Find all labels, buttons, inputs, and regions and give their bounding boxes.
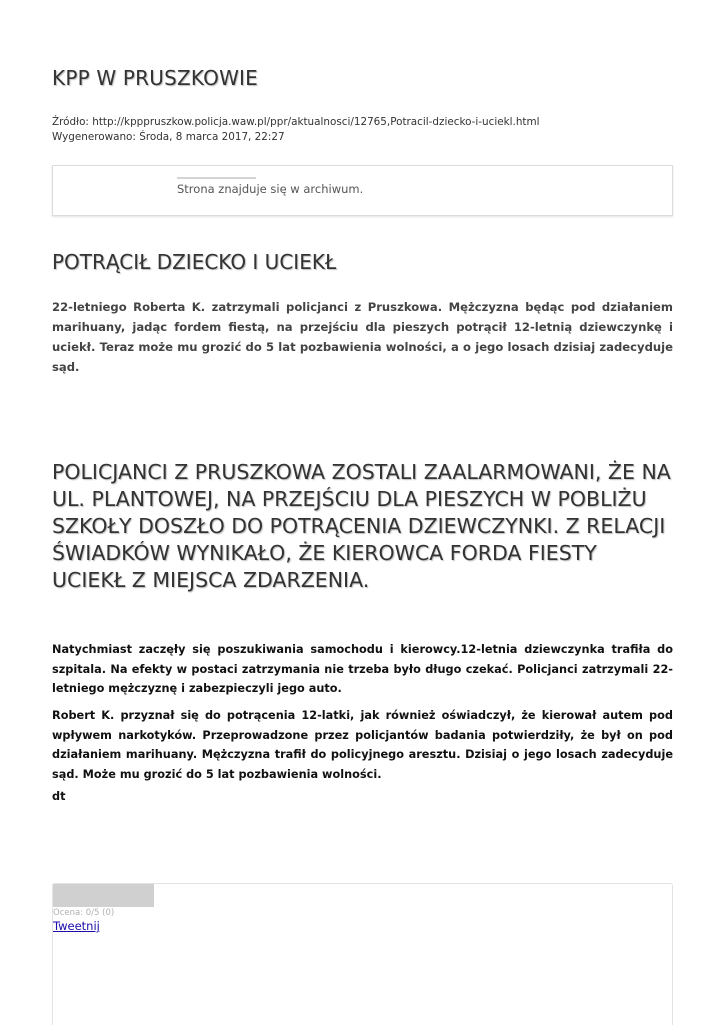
article-paragraph: Natychmiast zaczęły się poszukiwania samochodu i kierowcy.12-letnia dziewczynka trafiła do szpitala. Na efekty w postaci zatrzymania nie trzeba było długo czekać. Policjanci zatrzymali 22-letniego mężczyznę i zabezpieczyli jego auto. (52, 643, 673, 695)
archive-notice-box (52, 165, 673, 216)
site-title: KPP W PRUSZKOWIE (52, 66, 258, 90)
rating-box (52, 883, 673, 1025)
source-url-line: Źródło: http://kpppruszkow.policja.waw.pl/ppr/aktualnosci/12765,Potracil-dziecko-i-uciekl.html (52, 116, 540, 128)
article-lead: 22-letniego Roberta K. zatrzymali policjanci z Pruszkowa. Mężczyzna będąc pod działaniem marihuany, jadąc fordem fiestą, na przejściu dla pieszych potrącił 12-letnią dziewczynkę i uciekł. Teraz może mu grozić do 5 lat pozbawienia wolności, a o jego losach dzisiaj zadecyduje sąd. (52, 300, 673, 374)
article-title: POTRĄCIŁ DZIECKO I UCIEKŁ (52, 250, 337, 274)
tweet-link[interactable]: Tweetnij (53, 919, 100, 933)
author-signature: dt (52, 790, 66, 803)
archive-notice-divider (177, 177, 256, 179)
article-paragraph: Robert K. przyznał się do potrącenia 12-latki, jak również oświadczył, że kierował autem pod wpływem narkotyków. Przeprowadzone przez policjantów badania potwierdziły, że był on pod działaniem marihuany. Mężczyzna trafił do policyjnego aresztu. Dzisiaj o jego losach zadecyduje sąd. Może mu grozić do 5 lat pozbawienia wolności. (52, 709, 673, 781)
archive-notice-text: Strona znajduje się w archiwum. (177, 182, 364, 196)
generated-date-line: Wygenerowano: Środa, 8 marca 2017, 22:27 (52, 131, 285, 143)
rating-stars-placeholder[interactable] (53, 884, 154, 907)
article-subheading: POLICJANCI Z PRUSZKOWA ZOSTALI ZAALARMOWANI, ŻE NA UL. PLANTOWEJ, NA PRZEJŚCIU DLA PIESZYCH W POBLIŻU SZKOŁY DOSZŁO DO POTRĄCENIA DZIEWCZYNKI. Z RELACJI ŚWIADKÓW WYNIKAŁO, ŻE KIEROWCA FORDA FIESTY UCIEKŁ Z MIEJSCA ZDARZENIA. (52, 460, 671, 592)
rating-label: Ocena: 0/5 (0) (53, 908, 115, 918)
